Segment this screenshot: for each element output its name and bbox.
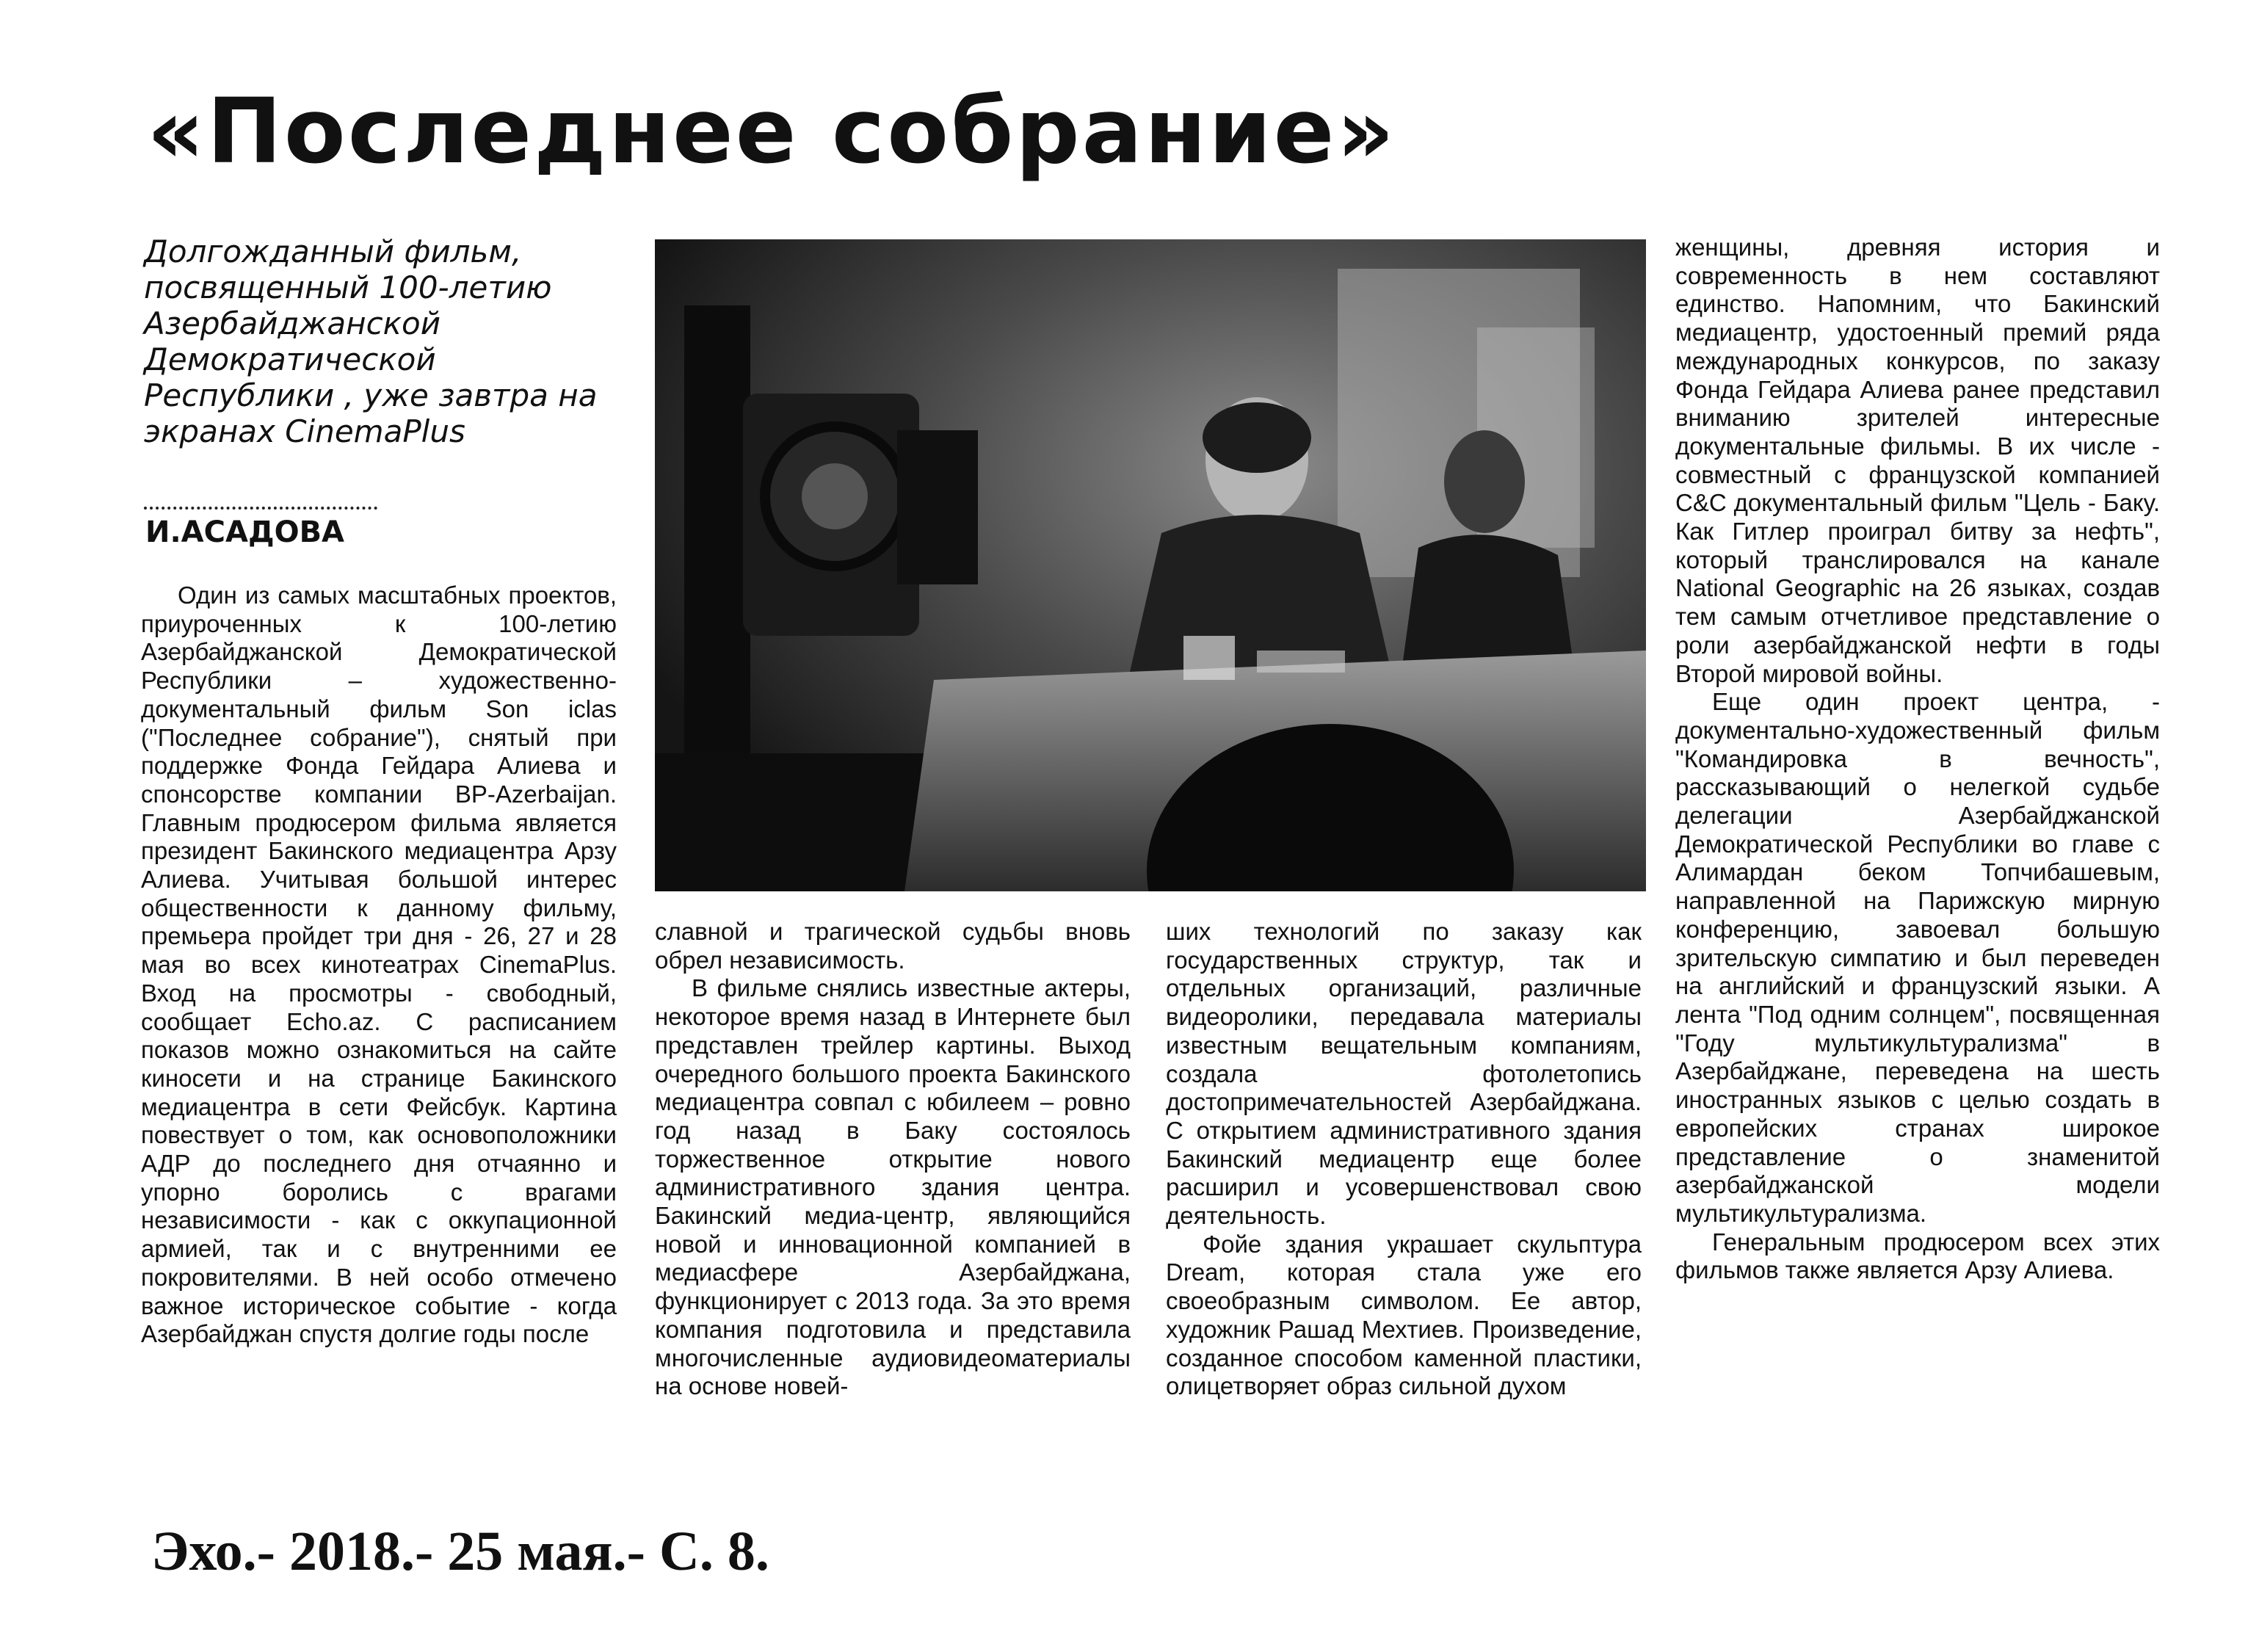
column-1-paragraph-1: Один из самых масштабных проектов, приуроченных к 100-летию Азербайджанской Демократической Республики – художественно-документальный фильм Son iclas ("Последнее собрание"), снятый при поддержке Фонда Гейдара Алиева и спонсорстве компании BP-Azerbaijan. Главным продюсером фильма является президент Бакинского медиацентра Арзу Алиева. Учитывая большой интерес общественности к данному фильму, премьера пройдет три дня - 26, 27 и 28 мая во всех кинотеатрах CinemaPlus. Вход на просмотры - свободный, сообщает Echo.az. С расписанием показов можно ознакомиться на сайте киносети и на странице Бакинского медиацентра в сети Фейсбук. Картина повествует о том, как основоположники АДР до последнего дня отчаянно и упорно боролись с врагами независимости - как с оккупационной армией, так и с внутренними ее покровителями. В ней особо отмечено важное историческое событие - когда Азербайджан спустя долгие годы после <box>141 582 617 1348</box>
source-citation: Эхо.- 2018.- 25 мая.- С. 8. <box>151 1521 769 1582</box>
article-lead: Долгожданный фильм, посвященный 100-летию Азербайджанской Демократической Республики , уже завтра на экранах CinemaPlus <box>144 233 598 449</box>
column-4-paragraph-1: женщины, древняя история и современность в нем составляют единство. Напомним, что Бакинский медиацентр, удостоенный премий ряда международных конкурсов, по заказу Фонда Гейдара Алиева ранее представил вниманию зрителей интересные документальные фильмы. В их числе - совместный с французской компанией C&C документальный фильм "Цель - Баку. Как Гитлер проиграл битву за нефть", который транслировался на канале National Geographic на 26 языках, создав тем самым отчетливое представление о роли азербайджанской нефти в годы Второй мировой войны. <box>1675 233 2160 687</box>
column-3-paragraph-1: ших технологий по заказу как государственных структур, так и отдельных организаций, различные видеоролики, передавала материалы известным вещательным компаниям, создала фотолетопись достопримечательностей Азербайджана. С открытием административного здания Бакинский медиацентр еще более расширил и усовершенствовал свою деятельность. <box>1166 918 1642 1230</box>
article-column-1 <box>141 582 617 1349</box>
column-2-paragraph-2: В фильме снялись известные актеры, некоторое время назад в Интернете был представлен трейлер картины. Выход очередного большого проекта Бакинского медиацентра совпал с юбилеем – ровно год назад в Баку состоялось торжественное открытие нового административного здания центра. Бакинский медиа-центр, являющийся новой и инновационной компанией в медиасфере Азербайджана, функционирует с 2013 года. За это время компания подготовила и представила многочисленные аудиовидеоматериалы на основе новей- <box>655 974 1131 1400</box>
byline-divider <box>144 507 377 510</box>
article-byline: И.АСАДОВА <box>145 515 345 549</box>
column-2-paragraph-1: славной и трагической судьбы вновь обрел независимость. <box>655 918 1131 974</box>
article-column-3 <box>1166 918 1642 1401</box>
article-column-2 <box>655 918 1131 1401</box>
column-4-paragraph-3: Генеральным продюсером всех этих фильмов также является Арзу Алиева. <box>1675 1228 2160 1284</box>
film-still-photo <box>655 239 1646 891</box>
column-3-paragraph-2: Фойе здания украшает скульптура Dream, которая стала уже его своеобразным символом. Ее автор, художник Рашад Мехтиев. Произведение, созданное способом каменной пластики, олицетворяет образ сильной духом <box>1166 1230 1642 1400</box>
article-headline: «Последнее собрание» <box>147 79 1397 184</box>
film-still-illustration <box>655 239 1646 891</box>
column-4-paragraph-2: Еще один проект центра, - документально-художественный фильм "Командировка в вечность", рассказывающий о нелегкой судьбе делегации Азербайджанской Демократической Республики во главе с Алимардан беком Топчибашевым, направленной на Парижскую мирную конференцию, завоевал большую зрительскую симпатию и был переведен на английский и французский языки. А лента "Под одним солнцем", посвященная "Году мультикультурализма" в Азербайджане, переведена на шесть иностранных языков с целью создать в европейских странах широкое представление о знаменитой азербайджанской модели мультикультурализма. <box>1675 688 2160 1227</box>
article-column-4 <box>1675 233 2160 1285</box>
